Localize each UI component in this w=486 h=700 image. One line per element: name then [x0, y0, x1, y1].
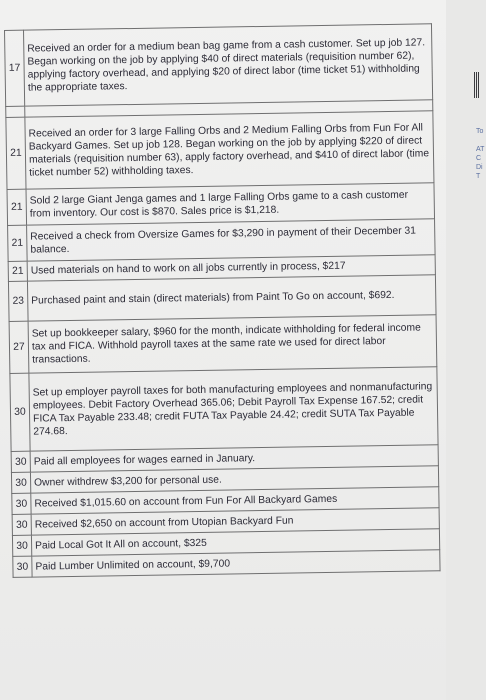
description-cell: Paid Lumber Unlimited on account, $9,700 [32, 550, 440, 577]
side-text: C [476, 155, 482, 162]
table-row [5, 24, 433, 107]
date-cell: 21 [8, 261, 27, 281]
date-cell: 17 [5, 30, 25, 106]
side-text: T [476, 173, 481, 180]
description-cell: Received $1,015.60 on account from Fun For All Backyard Games [31, 487, 439, 514]
date-cell: 21 [6, 117, 26, 189]
description-cell: Set up employer payroll taxes for both manufacturing employees and nonmanufacturing employees. Debit Factory Overhead 365.06; Debit Payroll Tax Expense 167.52; credit FICA Tax Payable 233.48; credit FUTA Tax Payable 24.42; credit SUTA Tax Payable 274.68. [29, 367, 438, 451]
description-cell: Sold 2 large Giant Jenga games and 1 large Falling Orbs game to a cash customer from inventory. Our cost is $870. Sales price is $1,218. [26, 183, 435, 225]
date-cell: 21 [8, 225, 28, 261]
date-cell: 27 [9, 321, 29, 373]
date-cell: 30 [12, 514, 31, 535]
description-cell: Received an order for 3 large Falling Orbs and 2 Medium Falling Orbs from Fun For All Backyard Games. Set up job 128. Began working on the job by applying $220 of direct materials (requisition number 63), apply factory overhead, and $410 of direct labor (time ticket number 52) withholding taxes. [25, 111, 434, 189]
transactions-table-wrap [4, 23, 441, 578]
description-cell: Paid all employees for wages earned in January. [30, 445, 438, 472]
date-cell: 30 [11, 472, 30, 493]
adjacent-page-edge [446, 0, 486, 700]
description-cell: Received an order for a medium bean bag game from a cash customer. Set up job 127. Began working on the job by applying $40 of direct materials (requisition number 62), applying factory overhead, and applying $20 of direct labor (time ticket 51) withholding the appropriate taxes. [24, 24, 433, 106]
table-row [8, 275, 436, 322]
side-text: To [476, 128, 484, 135]
description-cell: Received $2,650 on account from Utopian Backyard Fun [31, 508, 439, 535]
date-cell: 30 [13, 556, 32, 577]
description-cell: Received a check from Oversize Games for $3,290 in payment of their December 31 balance. [27, 219, 436, 261]
date-cell: 23 [8, 281, 28, 321]
table-row [10, 367, 438, 452]
date-cell: 30 [10, 373, 30, 451]
date-cell: 30 [12, 493, 31, 514]
description-cell: Owner withdrew $3,200 for personal use. [30, 466, 438, 493]
date-cell: 30 [11, 451, 30, 472]
date-cell: 21 [7, 189, 27, 225]
description-cell: Used materials on hand to work on all jobs currently in process, $217 [27, 255, 435, 281]
description-cell: Purchased paint and stain (direct materials) from Paint To Go on account, $692. [27, 275, 436, 321]
date-cell: 30 [12, 535, 31, 556]
side-text: AT [476, 146, 485, 153]
transactions-table [4, 23, 441, 578]
binding-mark [474, 72, 480, 98]
description-cell: Paid Local Got It All on account, $325 [31, 529, 439, 556]
table-row [6, 111, 434, 190]
description-cell: Set up bookkeeper salary, $960 for the month, indicate withholding for federal income tax and FICA. Withhold payroll taxes at the same rate we used for direct labor transactions. [28, 315, 437, 373]
side-text: Di [476, 164, 483, 171]
table-row [9, 315, 437, 374]
